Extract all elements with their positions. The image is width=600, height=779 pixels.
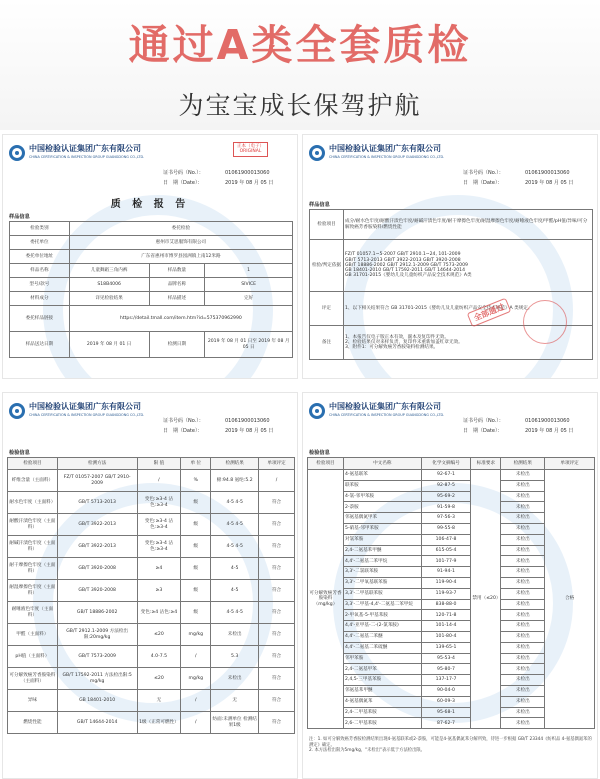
result-cell: 未检出 <box>501 502 545 513</box>
result-cell: 未检出 <box>501 664 545 675</box>
chem-name: 2-甲氧基-5-甲基苯胺 <box>343 610 421 621</box>
banner-title: 通过A类全套质检 <box>128 21 472 69</box>
table-cell: mg/kg <box>181 624 211 646</box>
table-cell: / <box>259 470 295 492</box>
report-page-1 <box>2 134 298 379</box>
cas-number: 99-55-8 <box>421 523 471 534</box>
chem-name: 2,4-二甲基苯胺 <box>343 707 421 718</box>
table-header-row: 检验项目 中文名称 化学文摘编号 标准要求 检测结果 单项评定 <box>308 458 595 470</box>
sample-info-table <box>9 221 293 358</box>
org-name-en: CHINA CERTIFICATION & INSPECTION GROUP GUANGDONG CO.,LTD. <box>329 155 445 159</box>
org-name: 中国检验认证集团广东有限公司 <box>29 144 141 153</box>
table-cell: 无 <box>211 690 259 712</box>
chem-name: 3,3'-二甲氧基联苯胺 <box>343 577 421 588</box>
cert-number: 证书号码（No.）： 01061900013060 <box>463 170 570 176</box>
report-page-4 <box>302 392 598 779</box>
result-cell: 未检出 <box>501 577 545 588</box>
chem-name: 2,4-二氨基甲苯 <box>343 664 421 675</box>
cas-number: 615-05-4 <box>421 545 471 556</box>
result-cell: 未检出 <box>501 621 545 632</box>
table-cell: 级 <box>181 492 211 514</box>
table-cell: 燃烧性能 <box>8 712 58 734</box>
cert-date: 日 期（Date）： 2019 年 08 月 05 日 <box>163 180 274 186</box>
item-cell: 可分解致癌芳香胺染料（mg/kg） <box>308 470 344 729</box>
table-row: 委托单位 惠州市艾思服饰有限公司 <box>10 236 293 250</box>
table-header-row: 检验项目 检测方法 限 值 单 位 检测结果 单项评定 <box>8 458 295 470</box>
cic-logo-icon <box>9 403 25 419</box>
cas-number: 838-88-0 <box>421 599 471 610</box>
table-row: 委托单位地址 广东省惠州市博罗县园洲镇上南12米路 <box>10 250 293 264</box>
result-cell: 未检出 <box>501 675 545 686</box>
table-cell: 符合 <box>259 492 295 514</box>
table-cell: / <box>137 470 181 492</box>
chem-name: 4,4'-二氨基二苯醚 <box>343 631 421 642</box>
table-row <box>8 602 295 624</box>
table-cell: 纤维含量（主面料） <box>8 470 58 492</box>
table-row: 委托样品链接 https://detail.tmall.com/item.htm?id=575370962990 <box>10 306 293 332</box>
table-cell: 符合 <box>259 624 295 646</box>
cert-date: 日 期（Date）： 2019 年 08 月 05 日 <box>163 428 274 434</box>
sample-link[interactable]: https://detail.tmall.com/item.htm?id=575370962990 <box>69 306 292 332</box>
result-cell: 未检出 <box>501 534 545 545</box>
table-cell: GB/T 3922-2013 <box>57 536 137 558</box>
result-cell: 未检出 <box>501 685 545 696</box>
result-cell: 未检出 <box>501 523 545 534</box>
chem-name: 5-硝基-邻甲苯胺 <box>343 523 421 534</box>
table-cell: 符合 <box>259 668 295 690</box>
org-name-en: CHINA CERTIFICATION & INSPECTION GROUP GUANGDONG CO.,LTD. <box>329 413 445 417</box>
result-cell: 未检出 <box>501 470 545 481</box>
cas-number: 106-47-8 <box>421 534 471 545</box>
chem-name: 4-氨基联苯 <box>343 470 421 481</box>
result-cell: 未检出 <box>501 696 545 707</box>
table-row <box>308 470 595 481</box>
table-row <box>8 514 295 536</box>
table-cell: ≤20 <box>137 624 181 646</box>
table-cell: 级 <box>181 536 211 558</box>
table-cell: GB/T 5713-2013 <box>57 492 137 514</box>
result-cell: 未检出 <box>501 610 545 621</box>
table-row <box>8 470 295 492</box>
chem-name: 3,3'-二甲基-4,4'-二氨基二苯甲烷 <box>343 599 421 610</box>
table-row <box>8 492 295 514</box>
table-cell: 级 <box>181 558 211 580</box>
table-cell: 级 <box>181 580 211 602</box>
table-cell: / <box>181 646 211 668</box>
table-row: 评定 1、以下相关结果符合 GB 31701-2015《婴幼儿及儿童纺织产品安全技术规范》A 类规定。 <box>310 292 593 326</box>
chem-name: 2,4-二氨基苯甲醚 <box>343 545 421 556</box>
table-cell: 4-5 4-5 <box>211 514 259 536</box>
org-header <box>309 143 499 165</box>
table-cell: GB/T 17592-2011 方法检出限:5 mg/kg <box>57 668 137 690</box>
cas-number: 87-62-7 <box>421 718 471 729</box>
table-cell: 符合 <box>259 602 295 624</box>
table-cell: 级 <box>181 602 211 624</box>
table-cell: 耐水色牢度（主面料） <box>8 492 58 514</box>
table-row <box>8 690 295 712</box>
org-name: 中国检验认证集团广东有限公司 <box>329 402 441 411</box>
org-name: 中国检验认证集团广东有限公司 <box>29 402 141 411</box>
result-cell: 未检出 <box>501 556 545 567</box>
result-cell: 未检出 <box>501 567 545 578</box>
result-cell: 未检出 <box>501 653 545 664</box>
cas-number: 91-94-1 <box>421 567 471 578</box>
table-cell: 耐干摩擦色牢度（主面料） <box>8 558 58 580</box>
cic-logo-icon <box>9 145 25 161</box>
chem-name: 邻氨基苯甲醚 <box>343 685 421 696</box>
cas-number: 120-71-8 <box>421 610 471 621</box>
table-row: 检验/判定依据 FZ/T 01057.1~5-2007 GB/T 2910.1~24, 101-2009 GB/T 5713-2013 GB/T 3922-2013 GB/T 3920-2008 GB/T 18886-2002 GB/T 2912.1-2009 GB/T 7573-2009 GB 18401-2010 GB/T 17592-2011 GB/T 14644-2014 GB 31701-2015《婴幼儿及儿童纺织产品安全技术规范》A类 <box>310 240 593 292</box>
table-cell: GB/T 3920-2008 <box>57 580 137 602</box>
table-cell: GB/T 2912.1-2009 方法检出限:20mg/kg <box>57 624 137 646</box>
table-cell: 符合 <box>259 580 295 602</box>
table-row <box>8 646 295 668</box>
section-title: 检验信息 <box>9 450 30 456</box>
table-cell: 无 <box>137 690 181 712</box>
table-row <box>8 580 295 602</box>
cic-logo-icon <box>309 403 325 419</box>
cert-date: 日 期（Date）： 2019 年 08 月 05 日 <box>463 428 574 434</box>
cas-number: 95-69-2 <box>421 491 471 502</box>
table-cell: 4-5 4-5 <box>211 536 259 558</box>
table-cell: 符合 <box>259 558 295 580</box>
cert-date: 日 期（Date）： 2019 年 08 月 05 日 <box>463 180 574 186</box>
result-cell: 未检出 <box>501 718 545 729</box>
chem-name: 3,3'-二氯联苯胺 <box>343 567 421 578</box>
cert-number: 证书号码（No.）： 01061900013060 <box>163 418 270 424</box>
all-pass-stamp: 全部通过 <box>467 298 512 328</box>
table-cell: 符合 <box>259 514 295 536</box>
result-cell: 未检出 <box>501 588 545 599</box>
table-cell: 符合 <box>259 712 295 734</box>
seal-icon <box>523 300 567 344</box>
table-row <box>8 558 295 580</box>
result-cell: 未检出 <box>501 480 545 491</box>
table-cell: 4-5 <box>211 580 259 602</box>
cic-logo-icon <box>309 145 325 161</box>
table-cell: GB/T 3920-2008 <box>57 558 137 580</box>
chem-name: 4,4'-亚甲基-二-(2-氯苯胺) <box>343 621 421 632</box>
table-row <box>8 712 295 734</box>
cas-number: 90-04-0 <box>421 685 471 696</box>
report-title: 质 检 报 告 <box>110 199 190 210</box>
footnote: 注：1. 如可分解致癌芳香胺检测结果出现4-氨基联苯或2-萘胺，可能是4-氨基偶氮苯分解所致，待进一步根据 GB/T 23344《纺织品 4-氨基偶氮苯的测定》确定。 2. 本方法检出限为5mg/kg，"未检出"表示低于方法检出限。 <box>309 737 592 754</box>
chem-name: 对氯苯胺 <box>343 534 421 545</box>
section-title: 样品信息 <box>9 214 30 220</box>
table-cell: 符合 <box>259 646 295 668</box>
cas-number: 119-93-7 <box>421 588 471 599</box>
table-row: 样品名称 儿童舞蹈三角内裤 样品数量 1 <box>10 264 293 278</box>
cas-number: 101-80-4 <box>421 631 471 642</box>
cert-number: 证书号码（No.）： 01061900013060 <box>163 170 270 176</box>
table-cell: GB/T 18886-2002 <box>57 602 137 624</box>
chem-name: 联苯胺 <box>343 480 421 491</box>
table-row <box>8 536 295 558</box>
table-cell: 4-5 <box>211 558 259 580</box>
table-cell: GB/T 3922-2013 <box>57 514 137 536</box>
result-cell: 未检出 <box>501 513 545 524</box>
report-page-3 <box>2 392 298 779</box>
table-cell: 变色:≥3-4 沾色:≥3-4 <box>137 492 181 514</box>
chem-name: 4,4'-二氨基二苯甲烷 <box>343 556 421 567</box>
chem-name: 邻甲苯胺 <box>343 653 421 664</box>
result-cell: 未检出 <box>501 545 545 556</box>
table-cell: 4-5 4-5 <box>211 602 259 624</box>
table-cell: 级 <box>181 514 211 536</box>
table-cell: 未检出 <box>211 624 259 646</box>
table-cell: 可分解致癌芳香胺染料（主面料） <box>8 668 58 690</box>
test-results-table <box>7 457 295 734</box>
org-header <box>9 143 199 165</box>
table-cell: 异味 <box>8 690 58 712</box>
table-cell: 甲醛（主面料） <box>8 624 58 646</box>
table-cell: GB/T 14644-2014 <box>57 712 137 734</box>
chem-name: 4-氯-邻甲苯胺 <box>343 491 421 502</box>
org-name-en: CHINA CERTIFICATION & INSPECTION GROUP GUANGDONG CO.,LTD. <box>29 413 145 417</box>
table-row <box>8 624 295 646</box>
table-cell: 符合 <box>259 690 295 712</box>
table-cell: / <box>181 712 211 734</box>
banner-subtitle: 为宝宝成长保驾护航 <box>178 91 422 120</box>
table-cell: pH值（主面料） <box>8 646 58 668</box>
table-cell: ≥3 <box>137 580 181 602</box>
result-cell: 未检出 <box>501 491 545 502</box>
table-row: 型号/款号 S18B4006 品牌名称 SIVICE <box>10 278 293 292</box>
result-cell: 未检出 <box>501 599 545 610</box>
chem-name: 2-萘胺 <box>343 502 421 513</box>
table-cell: / <box>181 690 211 712</box>
chem-name: 邻氨基偶氮甲苯 <box>343 513 421 524</box>
table-cell: 耐酸汗渍色牢度（主面料） <box>8 514 58 536</box>
table-cell: 符合 <box>259 536 295 558</box>
cas-number: 101-77-9 <box>421 556 471 567</box>
cas-number: 101-14-4 <box>421 621 471 632</box>
result-cell: 未检出 <box>501 631 545 642</box>
chem-name: 4,4'-二氨基二苯硫醚 <box>343 642 421 653</box>
original-stamp: 正本（电子） ORIGINAL <box>233 142 268 157</box>
org-name: 中国检验认证集团广东有限公司 <box>329 144 441 153</box>
report-page-2 <box>302 134 598 379</box>
table-cell: ≥4 <box>137 558 181 580</box>
table-row: 检验类别 委托检验 <box>10 222 293 236</box>
amine-results-table <box>307 457 595 729</box>
table-cell: FZ/T 01057-2007 GB/T 2910-2009 <box>57 470 137 492</box>
table-row: 备注 1、本报告仅电子版正本有效，副本及复印件无效。 2、检验结果仅对来样负责，复印件未重新加盖红章无效。 3、附件1：可分解致癌芳香胺染料检测结果。 <box>310 326 593 360</box>
table-row: 样品送达日期 2019 年 08 月 01 日 检测日期 2019 年 08 月 01 日至 2019 年 08 月 05 日 <box>10 332 293 358</box>
cert-number: 证书号码（No.）： 01061900013060 <box>463 418 570 424</box>
table-cell: 纺面:未测单位 检测结果1级 <box>211 712 259 734</box>
table-row: 检验项目 成分/耐水色牢度/耐酸汗渍色牢度/耐碱汗渍色牢度/耐干摩擦色牢度/耐湿摩擦色牢度/耐唾液色牢度/甲醛/pH值/异味/可分解致癌芳香胺染料/燃烧性能 <box>310 210 593 240</box>
table-cell: 4-5 4-5 <box>211 492 259 514</box>
cas-number: 95-80-7 <box>421 664 471 675</box>
chem-name: 2,4,5-三甲基苯胺 <box>343 675 421 686</box>
result-cell: 未检出 <box>501 642 545 653</box>
result-cell: 未检出 <box>501 707 545 718</box>
cas-number: 97-56-3 <box>421 513 471 524</box>
table-row <box>8 668 295 690</box>
table-row: 材料成分 详见检验结果 样品描述 完好 <box>10 292 293 306</box>
table-cell: GB 18401-2010 <box>57 690 137 712</box>
table-cell: 变色:≥3-4 沾色:≥3-4 <box>137 536 181 558</box>
promo-banner <box>0 0 600 130</box>
table-cell: GB/T 7573-2009 <box>57 646 137 668</box>
table-cell: 变色:≥4 沾色:≥4 <box>137 602 181 624</box>
cas-number: 137-17-7 <box>421 675 471 686</box>
chem-name: 4-氨基偶氮苯 <box>343 696 421 707</box>
table-cell: 棉:94.8 氨纶:5.2 <box>211 470 259 492</box>
chem-name: 3,3'-二甲基联苯胺 <box>343 588 421 599</box>
table-cell: % <box>181 470 211 492</box>
cas-number: 95-53-4 <box>421 653 471 664</box>
table-cell: 4.0-7.5 <box>137 646 181 668</box>
cas-number: 60-09-3 <box>421 696 471 707</box>
requirement-cell: 禁用（≤20） <box>471 470 501 729</box>
table-cell: 耐湿摩擦色牢度（主面料） <box>8 580 58 602</box>
table-cell: 1级（正常可燃性） <box>137 712 181 734</box>
cas-number: 91-59-8 <box>421 502 471 513</box>
verdict-cell: 合格 <box>545 470 595 729</box>
chem-name: 2,6-二甲基苯胺 <box>343 718 421 729</box>
section-title: 检验信息 <box>309 450 330 456</box>
cas-number: 95-68-1 <box>421 707 471 718</box>
cas-number: 119-90-4 <box>421 577 471 588</box>
table-cell: 变色:≥3-4 沾色:≥3-4 <box>137 514 181 536</box>
table-cell: 耐碱汗渍色牢度（主面料） <box>8 536 58 558</box>
org-name-en: CHINA CERTIFICATION & INSPECTION GROUP GUANGDONG CO.,LTD. <box>29 155 145 159</box>
cas-number: 139-65-1 <box>421 642 471 653</box>
table-cell: 耐唾液色牢度（主面料） <box>8 602 58 624</box>
cas-number: 92-67-1 <box>421 470 471 481</box>
table-cell: mg/kg <box>181 668 211 690</box>
table-cell: 5.3 <box>211 646 259 668</box>
cas-number: 92-87-5 <box>421 480 471 491</box>
table-cell: 未检出 <box>211 668 259 690</box>
table-cell: ≤20 <box>137 668 181 690</box>
section-title: 样品信息 <box>309 202 330 208</box>
